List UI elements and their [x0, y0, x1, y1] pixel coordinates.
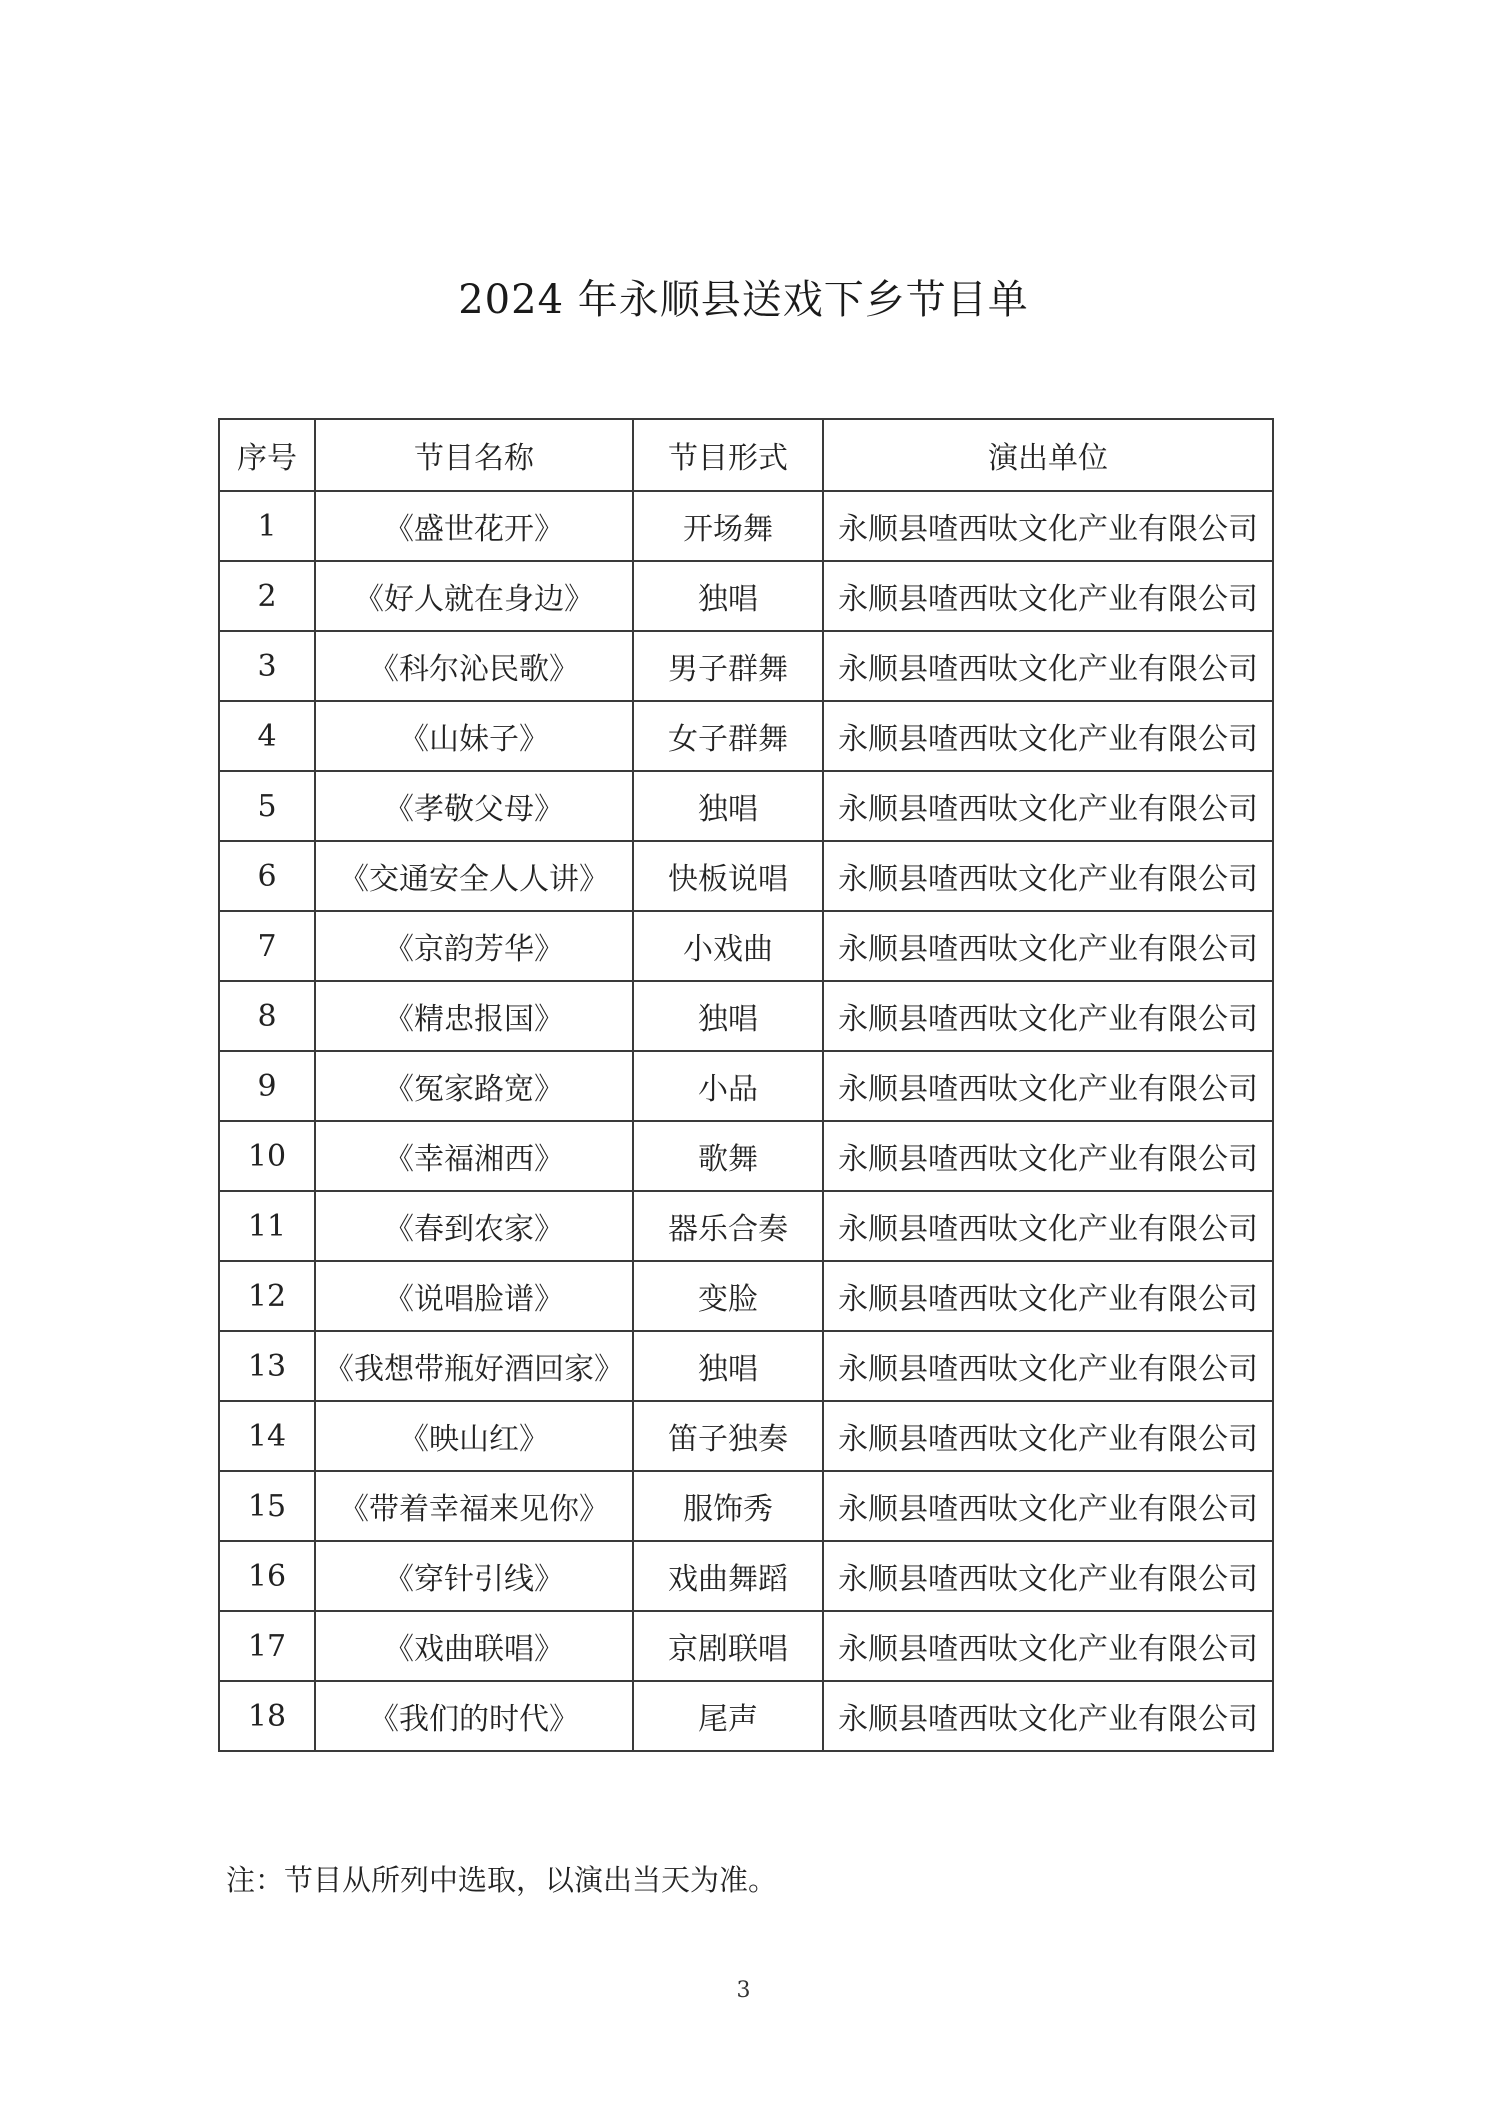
- cell-name: 《精忠报国》: [315, 981, 633, 1051]
- cell-name: 《映山红》: [315, 1401, 633, 1471]
- cell-unit: 永顺县喳西呔文化产业有限公司: [823, 911, 1273, 981]
- cell-unit: 永顺县喳西呔文化产业有限公司: [823, 1191, 1273, 1261]
- cell-name: 《说唱脸谱》: [315, 1261, 633, 1331]
- table-row: [219, 561, 1273, 631]
- cell-name: 《幸福湘西》: [315, 1121, 633, 1191]
- cell-no: 3: [219, 631, 315, 701]
- table-row: [219, 701, 1273, 771]
- table-row: [219, 981, 1273, 1051]
- table-row: [219, 1541, 1273, 1611]
- cell-form: 变脸: [633, 1261, 823, 1331]
- cell-unit: 永顺县喳西呔文化产业有限公司: [823, 1471, 1273, 1541]
- header-cell-unit: 演出单位: [823, 419, 1273, 491]
- cell-no: 15: [219, 1471, 315, 1541]
- cell-no: 8: [219, 981, 315, 1051]
- cell-no: 7: [219, 911, 315, 981]
- cell-form: 小品: [633, 1051, 823, 1121]
- cell-name: 《春到农家》: [315, 1191, 633, 1261]
- cell-name: 《山妹子》: [315, 701, 633, 771]
- cell-unit: 永顺县喳西呔文化产业有限公司: [823, 561, 1273, 631]
- cell-form: 歌舞: [633, 1121, 823, 1191]
- cell-unit: 永顺县喳西呔文化产业有限公司: [823, 1051, 1273, 1121]
- cell-name: 《穿针引线》: [315, 1541, 633, 1611]
- table-row: [219, 1611, 1273, 1681]
- cell-no: 18: [219, 1681, 315, 1751]
- cell-name: 《冤家路宽》: [315, 1051, 633, 1121]
- table-row: [219, 1471, 1273, 1541]
- cell-form: 器乐合奏: [633, 1191, 823, 1261]
- cell-no: 13: [219, 1331, 315, 1401]
- table-row: [219, 1051, 1273, 1121]
- cell-form: 小戏曲: [633, 911, 823, 981]
- program-table: [218, 418, 1274, 1752]
- table-row: [219, 771, 1273, 841]
- cell-form: 女子群舞: [633, 701, 823, 771]
- header-cell-form: 节目形式: [633, 419, 823, 491]
- cell-form: 男子群舞: [633, 631, 823, 701]
- cell-form: 服饰秀: [633, 1471, 823, 1541]
- cell-name: 《好人就在身边》: [315, 561, 633, 631]
- header-cell-name: 节目名称: [315, 419, 633, 491]
- cell-form: 独唱: [633, 771, 823, 841]
- cell-no: 14: [219, 1401, 315, 1471]
- cell-no: 1: [219, 491, 315, 561]
- cell-unit: 永顺县喳西呔文化产业有限公司: [823, 1681, 1273, 1751]
- cell-unit: 永顺县喳西呔文化产业有限公司: [823, 491, 1273, 561]
- table-row: [219, 1191, 1273, 1261]
- cell-unit: 永顺县喳西呔文化产业有限公司: [823, 1541, 1273, 1611]
- cell-name: 《带着幸福来见你》: [315, 1471, 633, 1541]
- cell-no: 2: [219, 561, 315, 631]
- cell-name: 《盛世花开》: [315, 491, 633, 561]
- cell-no: 11: [219, 1191, 315, 1261]
- cell-form: 笛子独奏: [633, 1401, 823, 1471]
- table-header-row: [219, 419, 1273, 491]
- page-number: 3: [736, 1978, 751, 2003]
- cell-no: 12: [219, 1261, 315, 1331]
- cell-unit: 永顺县喳西呔文化产业有限公司: [823, 701, 1273, 771]
- cell-name: 《戏曲联唱》: [315, 1611, 633, 1681]
- table-row: [219, 1331, 1273, 1401]
- cell-name: 《我们的时代》: [315, 1681, 633, 1751]
- table-row: [219, 631, 1273, 701]
- cell-unit: 永顺县喳西呔文化产业有限公司: [823, 981, 1273, 1051]
- table-row: [219, 1401, 1273, 1471]
- table-row: [219, 491, 1273, 561]
- cell-form: 独唱: [633, 981, 823, 1051]
- document-title: 2024 年永顺县送戏下乡节目单: [458, 277, 1029, 323]
- table-row: [219, 1121, 1273, 1191]
- cell-unit: 永顺县喳西呔文化产业有限公司: [823, 841, 1273, 911]
- table-row: [219, 1681, 1273, 1751]
- footnote: 注：节目从所列中选取，以演出当天为准。: [226, 1863, 778, 1897]
- cell-no: 6: [219, 841, 315, 911]
- table-row: [219, 911, 1273, 981]
- cell-unit: 永顺县喳西呔文化产业有限公司: [823, 1121, 1273, 1191]
- cell-form: 京剧联唱: [633, 1611, 823, 1681]
- cell-unit: 永顺县喳西呔文化产业有限公司: [823, 771, 1273, 841]
- table-row: [219, 1261, 1273, 1331]
- cell-unit: 永顺县喳西呔文化产业有限公司: [823, 1611, 1273, 1681]
- cell-no: 10: [219, 1121, 315, 1191]
- header-cell-no: 序号: [219, 419, 315, 491]
- cell-unit: 永顺县喳西呔文化产业有限公司: [823, 631, 1273, 701]
- cell-name: 《科尔沁民歌》: [315, 631, 633, 701]
- cell-name: 《京韵芳华》: [315, 911, 633, 981]
- cell-form: 快板说唱: [633, 841, 823, 911]
- table-row: [219, 841, 1273, 911]
- cell-name: 《交通安全人人讲》: [315, 841, 633, 911]
- cell-no: 16: [219, 1541, 315, 1611]
- cell-form: 独唱: [633, 1331, 823, 1401]
- table-body: [219, 491, 1273, 1751]
- cell-form: 尾声: [633, 1681, 823, 1751]
- cell-name: 《我想带瓶好酒回家》: [315, 1331, 633, 1401]
- cell-unit: 永顺县喳西呔文化产业有限公司: [823, 1401, 1273, 1471]
- cell-no: 17: [219, 1611, 315, 1681]
- cell-unit: 永顺县喳西呔文化产业有限公司: [823, 1261, 1273, 1331]
- cell-no: 4: [219, 701, 315, 771]
- cell-form: 独唱: [633, 561, 823, 631]
- cell-unit: 永顺县喳西呔文化产业有限公司: [823, 1331, 1273, 1401]
- cell-no: 9: [219, 1051, 315, 1121]
- cell-form: 戏曲舞蹈: [633, 1541, 823, 1611]
- cell-no: 5: [219, 771, 315, 841]
- cell-form: 开场舞: [633, 491, 823, 561]
- cell-name: 《孝敬父母》: [315, 771, 633, 841]
